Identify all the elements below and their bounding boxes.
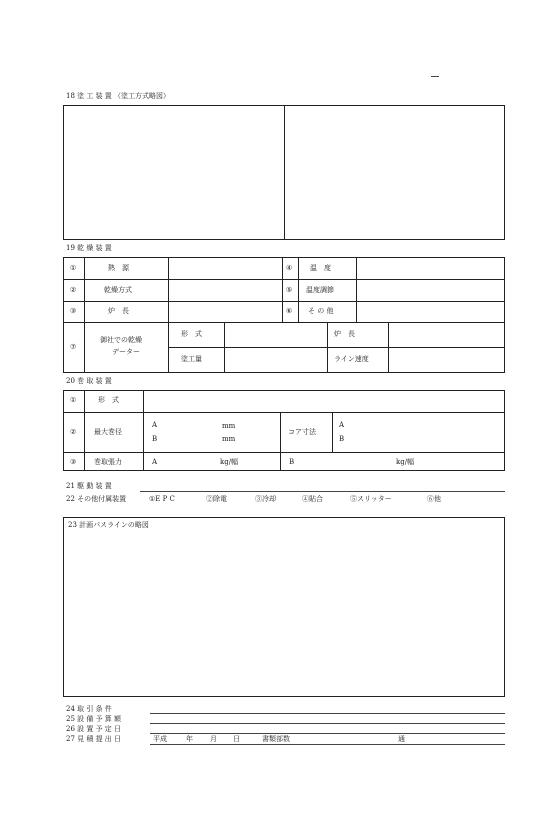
drying-row-line [63, 279, 505, 280]
row7-sub-format: 形 式 [181, 330, 202, 338]
date-era: 平成 [153, 735, 167, 743]
option-slitter: ⑤スリッター [350, 495, 392, 503]
row7-sub-speed: ライン速度 [334, 355, 369, 363]
row3-num-right: ⑥ [286, 307, 293, 315]
winding-col-line [84, 390, 85, 471]
drying-col-line [282, 257, 283, 322]
line-25-label: 25 設 備 予 算 額 [66, 715, 122, 723]
winding-r1-label: 形 式 [98, 396, 119, 404]
row1-num-left: ① [70, 264, 77, 272]
drying-col-line [388, 322, 389, 373]
drying-row-line [63, 301, 505, 302]
row2-label-right: 温度調節 [306, 286, 334, 294]
option-cooling: ③冷却 [255, 495, 276, 503]
row7-sub-coat: 塗工量 [181, 355, 202, 363]
row7-label-line2: データー [112, 348, 140, 356]
line-26-underline [150, 733, 505, 734]
row3-num-left: ③ [70, 307, 77, 315]
coating-diagram-divider [284, 105, 285, 240]
winding-r3-label: 巻取張力 [94, 458, 122, 466]
winding-r1-num: ① [70, 396, 77, 404]
drying-col-line [327, 322, 328, 373]
stray-mark [431, 76, 439, 77]
drying-row-line [63, 322, 505, 323]
winding-row-line [63, 452, 505, 453]
line-24-underline [150, 713, 505, 714]
section-22-label: 22 その他付属装置 [66, 495, 127, 503]
section-21-title: 21 駆 動 装 置 [66, 482, 112, 490]
winding-r2-core: コア寸法 [288, 428, 316, 436]
date-month: 月 [210, 735, 217, 743]
winding-r2-mm-b: mm [222, 435, 236, 443]
winding-col-line [143, 390, 144, 471]
option-other: ⑥他 [427, 495, 441, 503]
line-27-label: 27 見 積 提 出 日 [66, 735, 122, 743]
row7-num: ⑦ [70, 343, 77, 351]
line-27-underline [150, 744, 505, 745]
winding-col-line [332, 412, 333, 452]
winding-r3-unit-a: kg/幅 [220, 458, 239, 466]
winding-r2-core-b: B [339, 435, 345, 443]
winding-r2-core-a: A [339, 421, 345, 429]
winding-table [63, 390, 505, 471]
winding-r3-unit-b: kg/幅 [396, 458, 415, 466]
row3-label-left: 炉 長 [108, 307, 129, 315]
row7-label-line1: 御社での乾燥 [100, 336, 142, 344]
winding-r2-label: 最大巻径 [94, 428, 122, 436]
winding-r2-b: B [152, 435, 158, 443]
drying-col-line [356, 257, 357, 322]
row2-label-left: 乾燥方式 [104, 286, 132, 294]
row1-label-right: 温 度 [310, 264, 331, 272]
drying-col-line [84, 257, 85, 373]
winding-row-line [63, 412, 505, 413]
line-25-underline [150, 723, 505, 724]
winding-r2-num: ② [70, 428, 77, 436]
option-static: ②除電 [206, 495, 227, 503]
option-laminate: ④貼合 [302, 495, 323, 503]
drying-col-line [168, 257, 169, 373]
winding-r3-num: ③ [70, 458, 77, 466]
docs-label: 書類部数 [262, 735, 290, 743]
winding-r2-mm-a: mm [222, 422, 236, 430]
option-epc: ①E P C [149, 495, 175, 503]
pass-line-diagram-area [63, 517, 505, 697]
drying-sub-line [168, 347, 505, 348]
winding-r2-a: A [152, 421, 158, 429]
line-24-label: 24 取 引 条 件 [66, 705, 112, 713]
date-year: 年 [186, 735, 193, 743]
section-20-title: 20 巻 取 装 置 [66, 377, 112, 385]
section-18-title: 18 塗 工 装 置 （塗工方式略図） [66, 92, 171, 100]
winding-col-line [280, 412, 281, 471]
row1-label-left: 熱 源 [108, 264, 129, 272]
winding-r3-b: B [289, 458, 295, 466]
section-23-title: 23 計画パスラインの略図 [68, 521, 149, 529]
row7-sub-furnace: 炉 長 [334, 330, 355, 338]
row3-label-right: そ の 他 [308, 307, 334, 315]
copies-unit: 通 [398, 735, 405, 743]
row2-num-right: ⑤ [286, 286, 293, 294]
date-day: 日 [233, 735, 240, 743]
winding-r3-a: A [152, 458, 158, 466]
row1-num-right: ④ [286, 264, 293, 272]
drying-col-line [224, 322, 225, 373]
line-26-label: 26 設 置 予 定 日 [66, 725, 122, 733]
section-19-title: 19 乾 燥 装 置 [66, 244, 112, 252]
drying-col-line [298, 257, 299, 322]
row2-num-left: ② [70, 286, 77, 294]
drive-underline [140, 491, 505, 492]
